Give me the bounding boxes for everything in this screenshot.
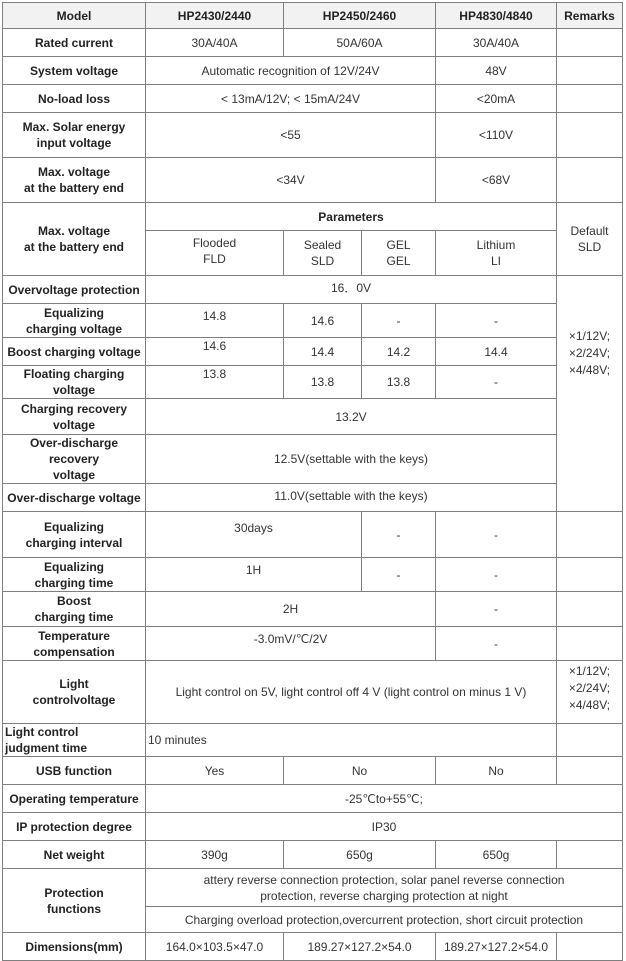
- type-line: Flooded: [192, 236, 237, 250]
- row-recovery-voltage: [3, 399, 623, 435]
- row-label: [3, 512, 146, 558]
- row-label: No-load loss: [3, 85, 146, 113]
- row-over-discharge: [3, 484, 623, 512]
- label-line: Charging recovery: [20, 401, 128, 416]
- row-label: [3, 661, 146, 724]
- remarks-cell: [557, 57, 623, 85]
- remark-line: ×4/48V;: [568, 363, 611, 377]
- cell-value: 650g: [284, 841, 436, 869]
- row-ip: [3, 813, 623, 841]
- cell-gel: -: [362, 558, 436, 592]
- row-rated-current: [3, 29, 623, 57]
- label-line: charging interval: [25, 535, 123, 550]
- label-line: charging voltage: [25, 321, 123, 336]
- row-protection-1: [3, 869, 623, 907]
- type-line: FLD: [203, 252, 226, 266]
- row-usb: [3, 757, 623, 785]
- remarks-cell: [557, 841, 623, 869]
- cell-li: -: [436, 366, 557, 399]
- cell-value: Light control on 5V, light control off 4 V (light control on minus 1 V): [146, 661, 557, 724]
- row-max-battery: [3, 158, 623, 203]
- row-floating-voltage: [3, 366, 623, 399]
- cell-gel: 14.2: [362, 338, 436, 366]
- label-line: Light: [59, 677, 89, 691]
- label-line: at the battery end: [23, 240, 125, 254]
- cell-fld: 14.6: [146, 338, 284, 366]
- cell-value: Charging overload protection,overcurrent protection, short circuit protection: [146, 907, 623, 933]
- header-hp4830: HP4830/4840: [436, 3, 557, 29]
- row-label: [3, 399, 146, 435]
- header-row: [3, 3, 623, 29]
- cell-value: <20mA: [436, 85, 557, 113]
- cell-value: 13.2V: [146, 399, 557, 435]
- row-system-voltage: [3, 57, 623, 85]
- label-line: compensation: [33, 644, 115, 659]
- cell-li: -: [436, 304, 557, 338]
- type-line: Lithium: [476, 238, 516, 252]
- row-overvoltage: [3, 276, 623, 304]
- remark-line: ×4/48V;: [568, 698, 611, 712]
- text-line: protection, reverse charging protection at night: [260, 888, 508, 903]
- cell-li: 14.4: [436, 338, 557, 366]
- battery-type-gel: [362, 231, 436, 276]
- row-label: Operating temperature: [3, 785, 146, 813]
- spec-table-wrapper: [2, 2, 623, 961]
- cell-value: [146, 869, 623, 907]
- cell-value: 48V: [436, 57, 557, 85]
- label-line: charging time: [34, 575, 114, 590]
- battery-type-flooded: [146, 231, 284, 276]
- remarks-cell: [557, 85, 623, 113]
- cell-value: 1H: [146, 558, 362, 592]
- cell-li: -: [436, 512, 557, 558]
- cell-value: 30A/40A: [146, 29, 284, 57]
- row-label: [3, 435, 146, 484]
- row-label: [3, 869, 146, 933]
- row-label: Over-discharge voltage: [3, 484, 146, 512]
- row-label: [3, 158, 146, 203]
- cell-value: 50A/60A: [284, 29, 436, 57]
- cell-value: 650g: [436, 841, 557, 869]
- label-line: Temperature: [38, 628, 110, 643]
- type-line: SLD: [310, 254, 335, 268]
- text-line: attery reverse connection protection, solar panel reverse connection: [203, 872, 565, 887]
- label-line: charging time: [34, 610, 114, 624]
- cell-value: 11.0V(settable with the keys): [146, 484, 557, 512]
- cell-value: 164.0×103.5×47.0: [146, 933, 284, 961]
- remark-line: ×1/12V;: [568, 664, 611, 678]
- cell-li: -: [436, 627, 557, 661]
- label-line: Max. voltage: [37, 224, 111, 238]
- cell-value: 2H: [146, 592, 436, 627]
- cell-gel: -: [362, 512, 436, 558]
- row-label: [3, 203, 146, 276]
- cell-sld: 14.6: [284, 304, 362, 338]
- remarks-voltage-multiplier: [557, 661, 623, 724]
- remarks-default: [557, 203, 623, 276]
- battery-type-sealed: [284, 231, 362, 276]
- row-net-weight: [3, 841, 623, 869]
- cell-value: 30days: [146, 512, 362, 558]
- battery-type-lithium: [436, 231, 557, 276]
- cell-value: No: [436, 757, 557, 785]
- row-over-discharge-recovery: [3, 435, 623, 484]
- header-remarks: Remarks: [557, 3, 623, 29]
- parameters-title: Parameters: [146, 203, 557, 231]
- cell-value: 12.5V(settable with the keys): [146, 435, 557, 484]
- header-model: Model: [3, 3, 146, 29]
- cell-value: <55: [146, 113, 436, 158]
- cell-fld: 14.8: [146, 304, 284, 338]
- cell-li: -: [436, 592, 557, 627]
- row-operating-temp: [3, 785, 623, 813]
- cell-value: <34V: [146, 158, 436, 203]
- row-label: [3, 724, 146, 757]
- row-label: [3, 304, 146, 338]
- row-light-judgment: [3, 724, 623, 757]
- remarks-cell: [557, 512, 623, 558]
- label-line: input voltage: [36, 136, 112, 150]
- remark-line: ×1/12V;: [568, 329, 611, 343]
- remarks-voltage-multiplier: [557, 276, 623, 512]
- row-label: USB function: [3, 757, 146, 785]
- remarks-cell: [557, 113, 623, 158]
- remarks-cell: [557, 757, 623, 785]
- row-equalizing-interval: [3, 512, 623, 558]
- cell-value: < 13mA/12V; < 15mA/24V: [146, 85, 436, 113]
- row-label: Boost charging voltage: [3, 338, 146, 366]
- row-label: [3, 113, 146, 158]
- cell-value: No: [284, 757, 436, 785]
- row-dimensions: [3, 933, 623, 961]
- remarks-cell: [557, 724, 623, 757]
- type-line: LI: [490, 254, 501, 268]
- remark-line: Default: [570, 224, 609, 238]
- cell-value: 30A/40A: [436, 29, 557, 57]
- remarks-cell: [557, 592, 623, 627]
- cell-value: <110V: [436, 113, 557, 158]
- label-line: Equalizing: [44, 519, 104, 534]
- cell-value: Automatic recognition of 12V/24V: [146, 57, 436, 85]
- row-label: Floating charging voltage: [3, 366, 146, 399]
- cell-value: <68V: [436, 158, 557, 203]
- row-equalizing-voltage: [3, 304, 623, 338]
- row-label: [3, 627, 146, 661]
- row-max-solar: [3, 113, 623, 158]
- cell-gel: 13.8: [362, 366, 436, 399]
- cell-value: IP30: [146, 813, 623, 841]
- remark-line: SLD: [577, 240, 602, 254]
- remarks-cell: [557, 158, 623, 203]
- cell-value: 16．0V: [146, 276, 557, 304]
- row-label: Rated current: [3, 29, 146, 57]
- label-line: functions: [47, 901, 101, 916]
- row-label: System voltage: [3, 57, 146, 85]
- label-line: judgment time: [5, 741, 88, 755]
- cell-fld: 13.8: [146, 366, 284, 399]
- label-line: Max. voltage: [37, 165, 111, 179]
- header-hp2430: HP2430/2440: [146, 3, 284, 29]
- row-equalizing-time: [3, 558, 623, 592]
- type-line: GEL: [386, 238, 411, 252]
- remarks-cell: [557, 29, 623, 57]
- row-label: Overvoltage protection: [3, 276, 146, 304]
- label-line: Protection: [44, 885, 104, 900]
- cell-gel: -: [362, 304, 436, 338]
- remarks-cell: [557, 558, 623, 592]
- row-parameters-title: [3, 203, 623, 231]
- label-line: voltage: [52, 417, 95, 432]
- row-label: [3, 558, 146, 592]
- row-boost-time: [3, 592, 623, 627]
- label-line: Equalizing: [44, 305, 104, 320]
- cell-li: -: [436, 558, 557, 592]
- spec-table: [2, 2, 623, 961]
- type-line: Sealed: [303, 238, 342, 252]
- cell-value: Yes: [146, 757, 284, 785]
- row-label: Dimensions(mm): [3, 933, 146, 961]
- label-line: Max. Solar energy: [22, 120, 126, 134]
- remark-line: ×2/24V;: [568, 681, 611, 695]
- row-temp-compensation: [3, 627, 623, 661]
- row-label: Net weight: [3, 841, 146, 869]
- type-line: GEL: [386, 254, 411, 268]
- cell-value: 390g: [146, 841, 284, 869]
- cell-value: -25℃to+55℃;: [146, 785, 623, 813]
- row-label: [3, 592, 146, 627]
- cell-sld: 14.4: [284, 338, 362, 366]
- row-label: IP protection degree: [3, 813, 146, 841]
- label-line: at the battery end: [23, 181, 125, 195]
- label-line: controlvoltage: [32, 693, 116, 707]
- cell-value: 10 minutes: [146, 724, 557, 757]
- label-line: Light control: [5, 725, 79, 739]
- cell-sld: 13.8: [284, 366, 362, 399]
- remarks-cell: [557, 933, 623, 961]
- cell-value: -3.0mV/℃/2V: [146, 627, 436, 661]
- cell-value: 189.27×127.2×54.0: [436, 933, 557, 961]
- label-line: voltage: [52, 468, 95, 482]
- remarks-cell: [557, 627, 623, 661]
- cell-value: 189.27×127.2×54.0: [284, 933, 436, 961]
- row-light-control: [3, 661, 623, 724]
- row-boost-voltage: [3, 338, 623, 366]
- label-line: Over-discharge recovery: [29, 436, 119, 466]
- remark-line: ×2/24V;: [568, 346, 611, 360]
- label-line: Equalizing: [44, 559, 104, 574]
- header-hp2450: HP2450/2460: [284, 3, 436, 29]
- row-no-load-loss: [3, 85, 623, 113]
- label-line: Boost: [57, 594, 91, 608]
